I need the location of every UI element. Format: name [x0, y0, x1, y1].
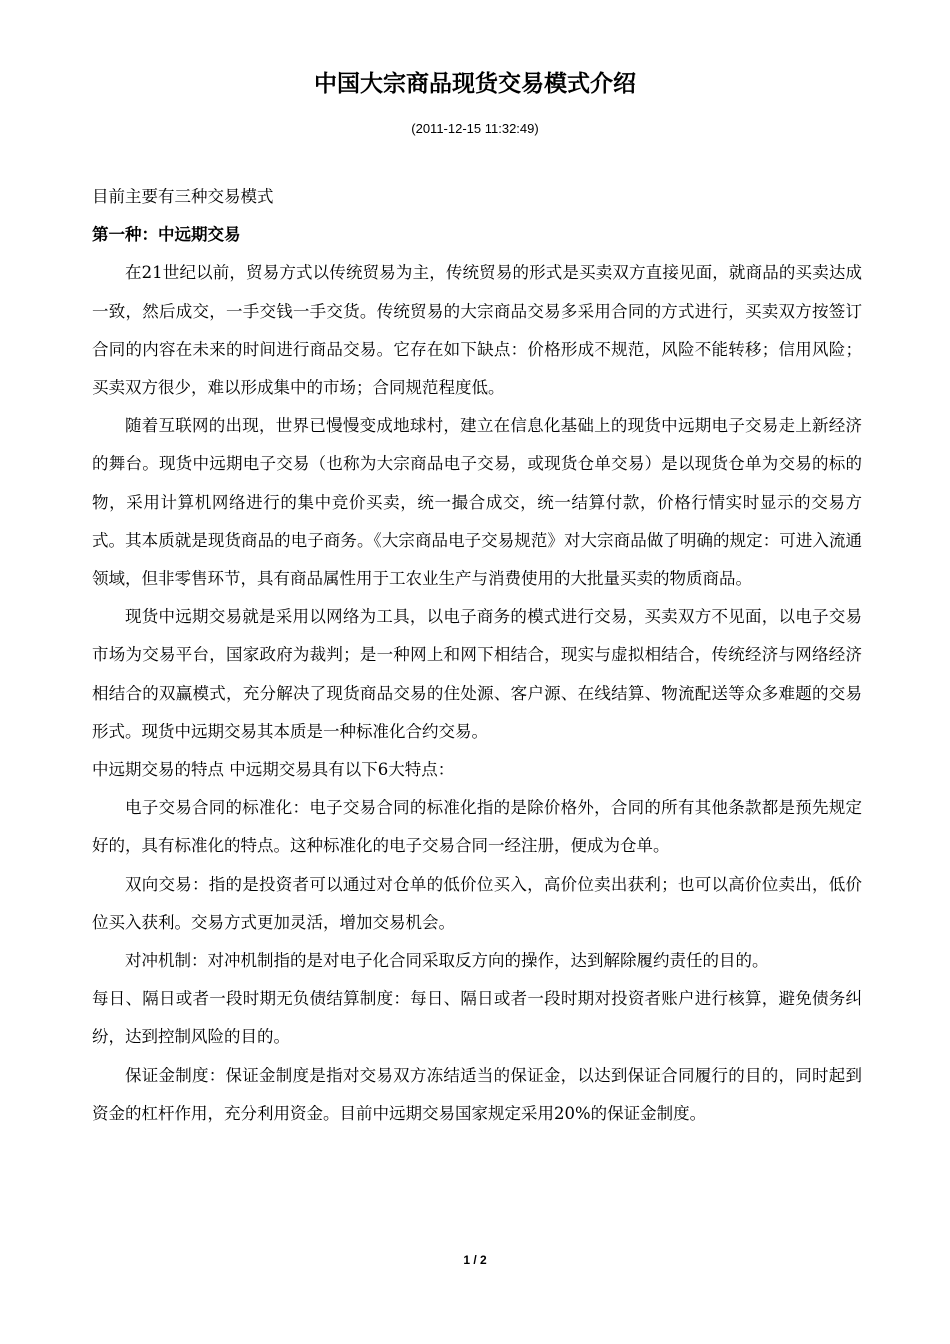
paragraph-2: 随着互联网的出现，世界已慢慢变成地球村，建立在信息化基础上的现货中远期电子交易走上新经济的舞台。现货中远期电子交易（也称为大宗商品电子交易，或现货仓单交易）是以现货仓单为交易的标的物，采用计算机网络进行的集中竞价买卖，统一撮合成交，统一结算付款，价格行情实时显示的交易方式。其本质就是现货商品的电子商务。《大宗商品电子交易规范》对大宗商品做了明确的规定：可进入流通领域，但非零售环节，具有商品属性用于工农业生产与消费使用的大批量买卖的物质商品。 [92, 416, 862, 589]
publish-date: (2011-12-15 11:32:49) [411, 121, 539, 136]
paragraph-3: 现货中远期交易就是采用以网络为工具，以电子商务的模式进行交易，买卖双方不见面，以电子交易市场为交易平台，国家政府为裁判；是一种网上和网下相结合，现实与虚拟相结合，传统经济与网络经济相结合的双赢模式，充分解决了现货商品交易的住处源、客户源、在线结算、物流配送等众多难题的交易形式。现货中远期交易其本质是一种标准化合约交易。 [92, 607, 862, 741]
page-title: 中国大宗商品现货交易模式介绍 [314, 71, 636, 97]
feature-two-way-trading: 双向交易：指的是投资者可以通过对仓单的低价位买入，高价位卖出获利；也可以高价位卖出，低价位买入获利。交易方式更加灵活，增加交易机会。 [92, 874, 862, 932]
feature-settlement: 每日、隔日或者一段时期无负债结算制度：每日、隔日或者一段时期对投资者账户进行核算，避免债务纠纷，达到控制风险的目的。 [92, 989, 862, 1047]
feature-standardization: 电子交易合同的标准化：电子交易合同的标准化指的是除价格外，合同的所有其他条款都是预先规定好的，具有标准化的特点。这种标准化的电子交易合同一经注册，便成为仓单。 [92, 798, 862, 856]
intro-line: 目前主要有三种交易模式 [92, 187, 274, 206]
document-body [92, 178, 862, 1133]
paragraph-1: 在21世纪以前，贸易方式以传统贸易为主，传统贸易的形式是买卖双方直接见面，就商品的买卖达成一致，然后成交，一手交钱一手交货。传统贸易的大宗商品交易多采用合同的方式进行，买卖双方按签订合同的内容在未来的时间进行商品交易。它存在如下缺点：价格形成不规范，风险不能转移；信用风险；买卖双方很少，难以形成集中的市场；合同规范程度低。 [92, 263, 862, 398]
section-heading: 第一种：中远期交易 [92, 225, 241, 245]
feature-margin: 保证金制度：保证金制度是指对交易双方冻结适当的保证金，以达到保证合同履行的目的，同时起到资金的杠杆作用，充分利用资金。目前中远期交易国家规定采用20%的保证金制度。 [92, 1065, 862, 1123]
page-number: 1 / 2 [463, 1253, 487, 1267]
features-intro: 中远期交易的特点 中远期交易具有以下6大特点： [92, 760, 455, 780]
feature-hedging: 对冲机制：对冲机制指的是对电子化合同采取反方向的操作，达到解除履约责任的目的。 [125, 951, 769, 971]
